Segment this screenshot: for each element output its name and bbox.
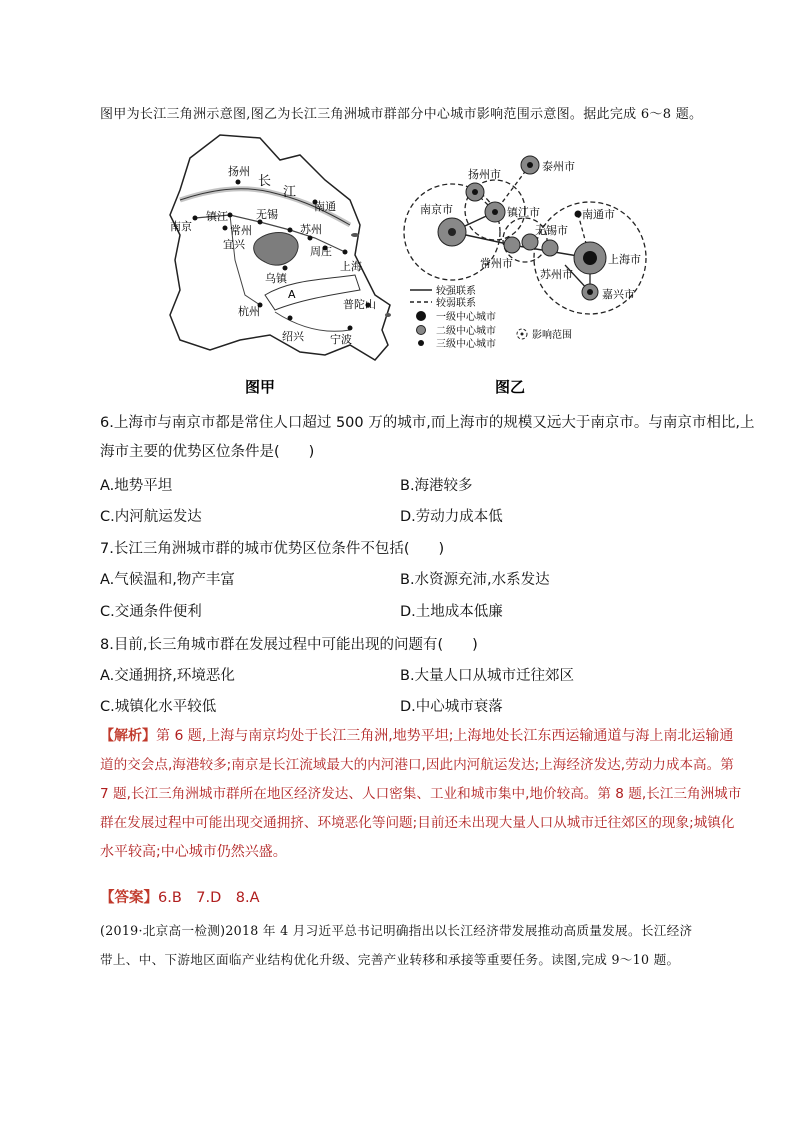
answer-tag: 【答案】: [100, 890, 158, 906]
q7-option-b[interactable]: B.水资源充沛,水系发达: [400, 572, 550, 588]
city-taizhou-core: [527, 162, 533, 168]
label-a: A: [288, 288, 296, 301]
city-nanjing-core: [448, 228, 456, 236]
legend-range-dot: [521, 333, 524, 336]
label-taizhou: 泰州市: [542, 160, 575, 173]
legend-level3: 三级中心城市: [436, 339, 496, 350]
city-dot: [348, 326, 353, 331]
label-changzhou-city: 常州市: [480, 257, 513, 270]
label-shanghai: 上海: [340, 260, 362, 273]
label-ningbo: 宁波: [330, 333, 352, 346]
city-suzhou: [542, 240, 558, 256]
analysis-line-3: 7 题,长江三角洲城市群所在地区经济发达、人口密集、工业和城市集中,地价较高。第 8 题,长江三角洲城市: [100, 786, 742, 802]
q8-option-a[interactable]: A.交通拥挤,环境恶化: [100, 668, 235, 684]
q8-option-b[interactable]: B.大量人口从城市迁往郊区: [400, 668, 575, 684]
label-zhenjiang: 镇江: [206, 210, 228, 223]
analysis-line-1-text: 第 6 题,上海与南京均处于长江三角洲,地势平坦;上海地处长江东西运输通道与海上南北运输通: [156, 728, 734, 744]
island: [351, 233, 359, 237]
label-shanghai-city: 上海市: [608, 253, 641, 266]
answer-text: 6.B 7.D 8.A: [158, 890, 260, 906]
island: [385, 313, 391, 317]
analysis-line-1: [100, 722, 734, 751]
analysis-line-2: 道的交会点,海港较多;南京是长江流域最大的内河港口,因此内河航运发达;上海经济发达,劳动力成本高。第: [100, 757, 734, 773]
label-changzhou: 常州: [230, 224, 252, 237]
analysis-line-5: 水平较高;中心城市仍然兴盛。: [100, 844, 287, 860]
q8-stem: 8.目前,长三角城市群在发展过程中可能出现的问题有( ): [100, 637, 478, 653]
caption-map-a: 图甲: [245, 378, 276, 396]
legend-level3-mark: [418, 340, 424, 346]
city-dot: [236, 180, 241, 185]
label-suzhou: 苏州: [300, 223, 322, 236]
city-dot: [223, 226, 228, 231]
next-intro-line1: (2019·北京高一检测)2018 年 4 月习近平总书记明确指出以长江经济带发展推动高质量发展。长江经济: [100, 923, 693, 938]
label-zhenjiang-city: 镇江市: [507, 206, 540, 219]
map-a: [170, 135, 391, 396]
q6-option-b[interactable]: B.海港较多: [400, 478, 473, 494]
figure-maps: [150, 130, 641, 400]
legend-range: 影响范围: [532, 330, 572, 341]
legend-level2: 二级中心城市: [436, 326, 496, 337]
q6-stem-line1: 6.上海市与南京市都是常住人口超过 500 万的城市,而上海市的规模又远大于南京市。与南京市相比,上: [100, 415, 755, 431]
label-zhouzhuang: 周庄: [310, 245, 332, 258]
city-dot: [228, 213, 233, 218]
label-wuxi-city: 无锡市: [535, 224, 568, 237]
analysis-block: [100, 722, 742, 867]
label-yangzhou: 扬州: [228, 165, 250, 178]
label-hangzhou: 杭州: [238, 305, 260, 318]
label-yangzhou-city: 扬州市: [468, 168, 501, 181]
city-zhenjiang-core: [492, 209, 498, 215]
label-nantong-city: 南通市: [582, 208, 615, 221]
label-nanjing: 南京: [170, 220, 192, 233]
legend-level1-mark: [416, 311, 426, 321]
legend-level1: 一级中心城市: [436, 312, 496, 323]
q6-option-d[interactable]: D.劳动力成本低: [400, 509, 503, 525]
analysis-tag: 【解析】: [100, 728, 156, 744]
next-intro-line2: 带上、中、下游地区面临产业结构优化升级、完善产业转移和承接等重要任务。读图,完成 9～10 题。: [100, 952, 680, 967]
legend-level2-mark: [417, 326, 426, 335]
q6-stem-line2: 海市主要的优势区位条件是( ): [100, 444, 315, 460]
label-jiang: 江: [283, 185, 297, 200]
city-changzhou: [504, 237, 520, 253]
q7-option-a[interactable]: A.气候温和,物产丰富: [100, 572, 235, 588]
label-nanjing-city: 南京市: [420, 203, 453, 216]
q8-option-c[interactable]: C.城镇化水平较低: [100, 699, 217, 715]
q7-stem: 7.长江三角洲城市群的城市优势区位条件不包括( ): [100, 541, 445, 557]
label-jiaxing-city: 嘉兴市: [602, 288, 635, 301]
legend-weak: 较弱联系: [436, 298, 476, 309]
label-yixing: 宜兴: [223, 238, 245, 251]
city-dot: [288, 316, 293, 321]
q7-option-d[interactable]: D.土地成本低廉: [400, 604, 503, 620]
q8-option-d[interactable]: D.中心城市衰落: [400, 699, 503, 715]
city-jiaxing-core: [587, 289, 593, 295]
q6-option-c[interactable]: C.内河航运发达: [100, 509, 202, 525]
city-shanghai-core: [583, 251, 597, 265]
city-nantong: [575, 211, 582, 218]
city-dot: [343, 250, 348, 255]
city-yangzhou-core: [472, 189, 478, 195]
city-dot: [288, 228, 293, 233]
label-chang: 长: [258, 174, 272, 189]
city-dot: [308, 236, 313, 241]
legend-strong: 较强联系: [436, 286, 476, 297]
label-shaoxing: 绍兴: [282, 330, 304, 343]
label-nantong: 南通: [314, 200, 336, 213]
q7-option-c[interactable]: C.交通条件便利: [100, 604, 202, 620]
answer-line: [100, 886, 260, 907]
analysis-line-4: 群在发展过程中可能出现交通拥挤、环境恶化等问题;目前还未出现大量人口从城市迁往郊区的现象;城镇化: [100, 815, 735, 831]
label-suzhou-city: 苏州市: [540, 268, 573, 281]
label-wuzhen: 乌镇: [265, 272, 287, 285]
city-dot: [193, 216, 198, 221]
intro-text: 图甲为长江三角洲示意图,图乙为长江三角洲城市群部分中心城市影响范围示意图。据此完成 6～8 题。: [100, 107, 703, 122]
label-putuoshan: 普陀山: [343, 298, 376, 311]
map-b: [404, 156, 646, 396]
city-dot: [283, 266, 288, 271]
caption-map-b: 图乙: [495, 378, 526, 396]
q6-option-a[interactable]: A.地势平坦: [100, 478, 173, 494]
label-wuxi: 无锡: [256, 208, 278, 221]
